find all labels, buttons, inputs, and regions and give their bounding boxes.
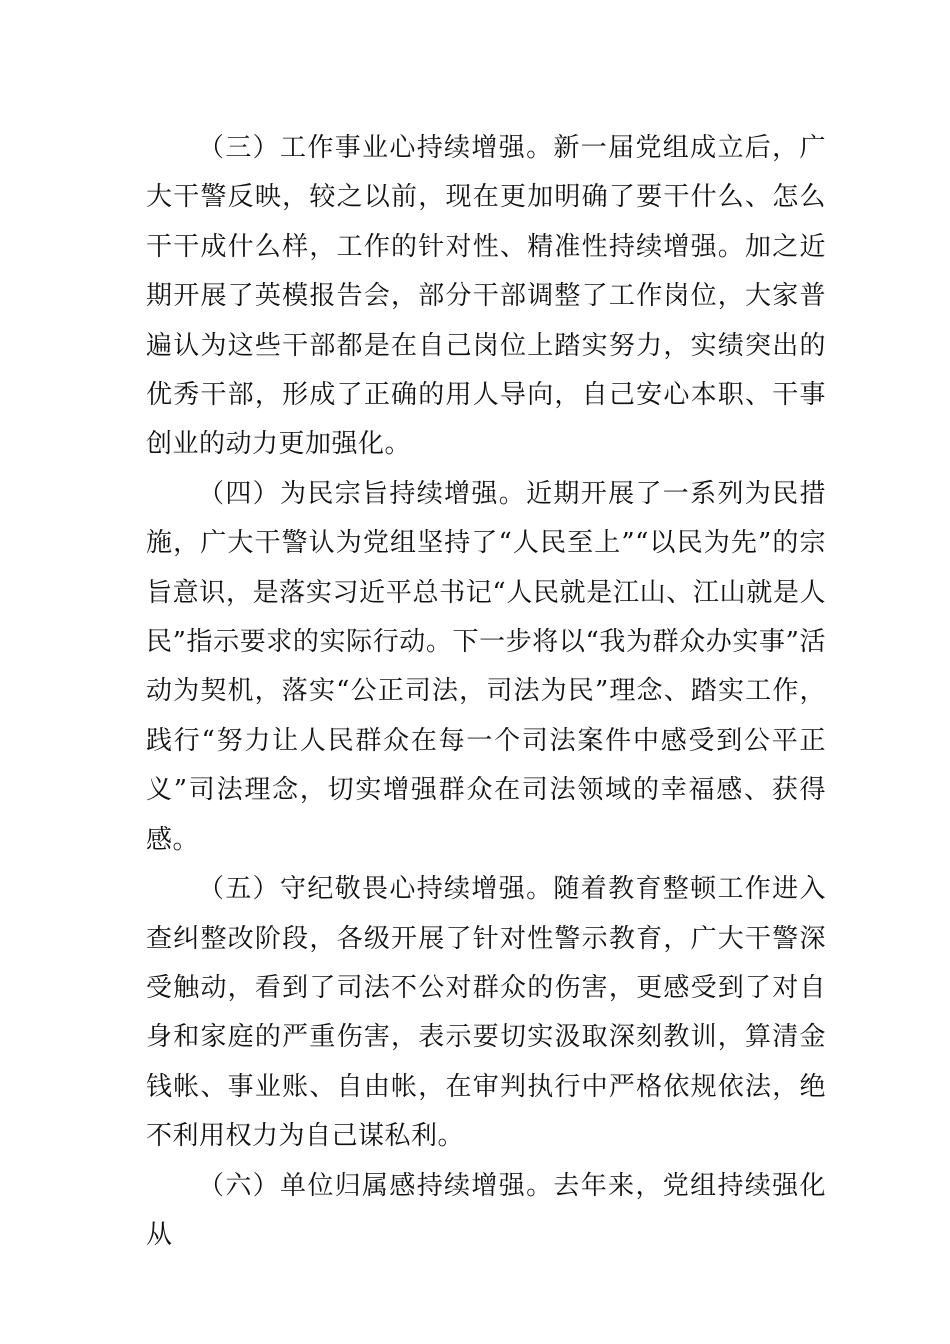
paragraph-discipline-awe: （五）守纪敬畏心持续增强。随着教育整顿工作进入查纠整改阶段，各级开展了针对性警示教育，广大干警深受触动，看到了司法不公对群众的伤害，更感受到了对自身和家庭的严重伤害，表示要切实汲取深刻教训，算清金钱帐、事业账、自由帐，在审判执行中严格依规依法，绝不利用权力为自己谋私利。 <box>146 874 826 1152</box>
paragraph-belonging: （六）单位归属感持续增强。去年来，党组持续强化从 <box>146 1170 826 1250</box>
document-body <box>146 124 826 1260</box>
paragraph-work-dedication: （三）工作事业心持续增强。新一届党组成立后，广大干警反映，较之以前，现在更加明确了要干什么、怎么干干成什么样，工作的针对性、精准性持续增强。加之近期开展了英模报告会，部分干部调整了工作岗位，大家普遍认为这些干部都是在自己岗位上踏实努力，实绩突出的优秀干部，形成了正确的用人导向，自己安心本职、干事创业的动力更加强化。 <box>146 133 826 460</box>
paragraph-serve-people: （四）为民宗旨持续增强。近期开展了一系列为民措施，广大干警认为党组坚持了“人民至上”“以民为先”的宗旨意识，是落实习近平总书记“人民就是江山、江山就是人民”指示要求的实际行动。下一步将以“我为群众办实事”活动为契机，落实“公正司法，司法为民”理念、踏实工作，践行“努力让人民群众在每一个司法案件中感受到公平正义”司法理念，切实增强群众在司法领域的幸福感、获得感。 <box>146 478 826 855</box>
